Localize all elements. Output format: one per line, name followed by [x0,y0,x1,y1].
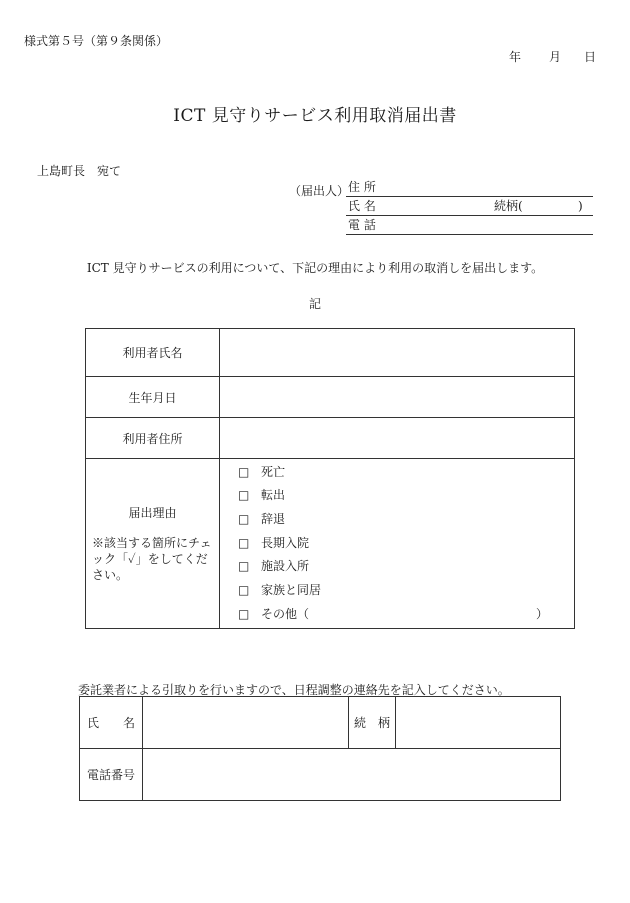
birthdate-label: 生年月日 [86,377,220,418]
phone-label: 電 話 [348,218,376,232]
checkbox[interactable]: □ [238,511,250,526]
user-address-cell[interactable] [220,418,575,459]
applicant-address-field[interactable] [346,181,593,197]
contact-name-label: 氏 名 [80,697,143,749]
applicant-name-field[interactable] [346,200,593,216]
relation-label: 続柄( [494,199,523,213]
option-label: 死亡 [261,464,286,479]
checkbox[interactable]: □ [238,583,250,598]
reason-option-other[interactable] [238,603,574,627]
checkbox[interactable]: □ [238,464,250,479]
applicant-phone-field[interactable] [346,219,593,235]
reason-label-cell [86,459,220,629]
address-label: 住 所 [348,180,376,194]
contact-relation-label: 続 柄 [349,697,396,749]
relation-close: ) [578,199,583,213]
form-id: 様式第５号（第９条関係） [24,34,169,48]
date-year-label: 年 [509,50,522,64]
contact-phone-label: 電話番号 [80,749,143,801]
option-label: 家族と同居 [261,583,322,598]
contact-table [79,696,561,801]
addressee: 上島町長 宛て [37,164,122,178]
option-label: 転出 [261,488,286,503]
applicant-label: （届出人） [289,184,350,198]
user-name-cell[interactable] [220,329,575,377]
contact-phone-cell[interactable] [143,749,561,801]
checkbox[interactable]: □ [238,606,250,621]
date-day-label: 日 [584,50,597,64]
reason-options [220,459,575,629]
reason-option[interactable] [238,555,574,579]
ki-heading: 記 [308,297,321,311]
checkbox[interactable]: □ [238,535,250,550]
reason-option[interactable] [238,461,574,485]
birthdate-cell[interactable] [220,377,575,418]
checkbox[interactable]: □ [238,488,250,503]
page-title: ICT 見守りサービス利用取消届出書 [173,106,457,126]
reason-note: ※該当する箇所にチェック「✓」をしてください。 [92,536,212,582]
reason-label: 届出理由 [128,506,177,520]
other-close-paren: ） [535,606,548,621]
reason-option[interactable] [238,484,574,508]
option-label: その他（ [261,606,310,621]
reason-option[interactable] [238,508,574,532]
main-table [85,328,575,629]
statement-text: ICT 見守りサービスの利用について、下記の理由により利用の取消しを届出します。 [86,261,544,275]
checkbox[interactable]: □ [238,559,250,574]
date-month-label: 月 [549,50,562,64]
name-label: 氏 名 [348,199,376,213]
user-address-label: 利用者住所 [86,418,220,459]
contact-relation-cell[interactable] [396,697,561,749]
contact-name-cell[interactable] [143,697,349,749]
reason-option[interactable] [238,532,574,556]
pickup-request-text: 委託業者による引取りを行いますので、日程調整の連絡先を記入してください。 [78,683,510,697]
reason-option[interactable] [238,579,574,603]
option-label: 長期入院 [261,535,310,550]
option-label: 辞退 [261,511,286,526]
option-label: 施設入所 [261,559,310,574]
user-name-label: 利用者氏名 [86,329,220,377]
